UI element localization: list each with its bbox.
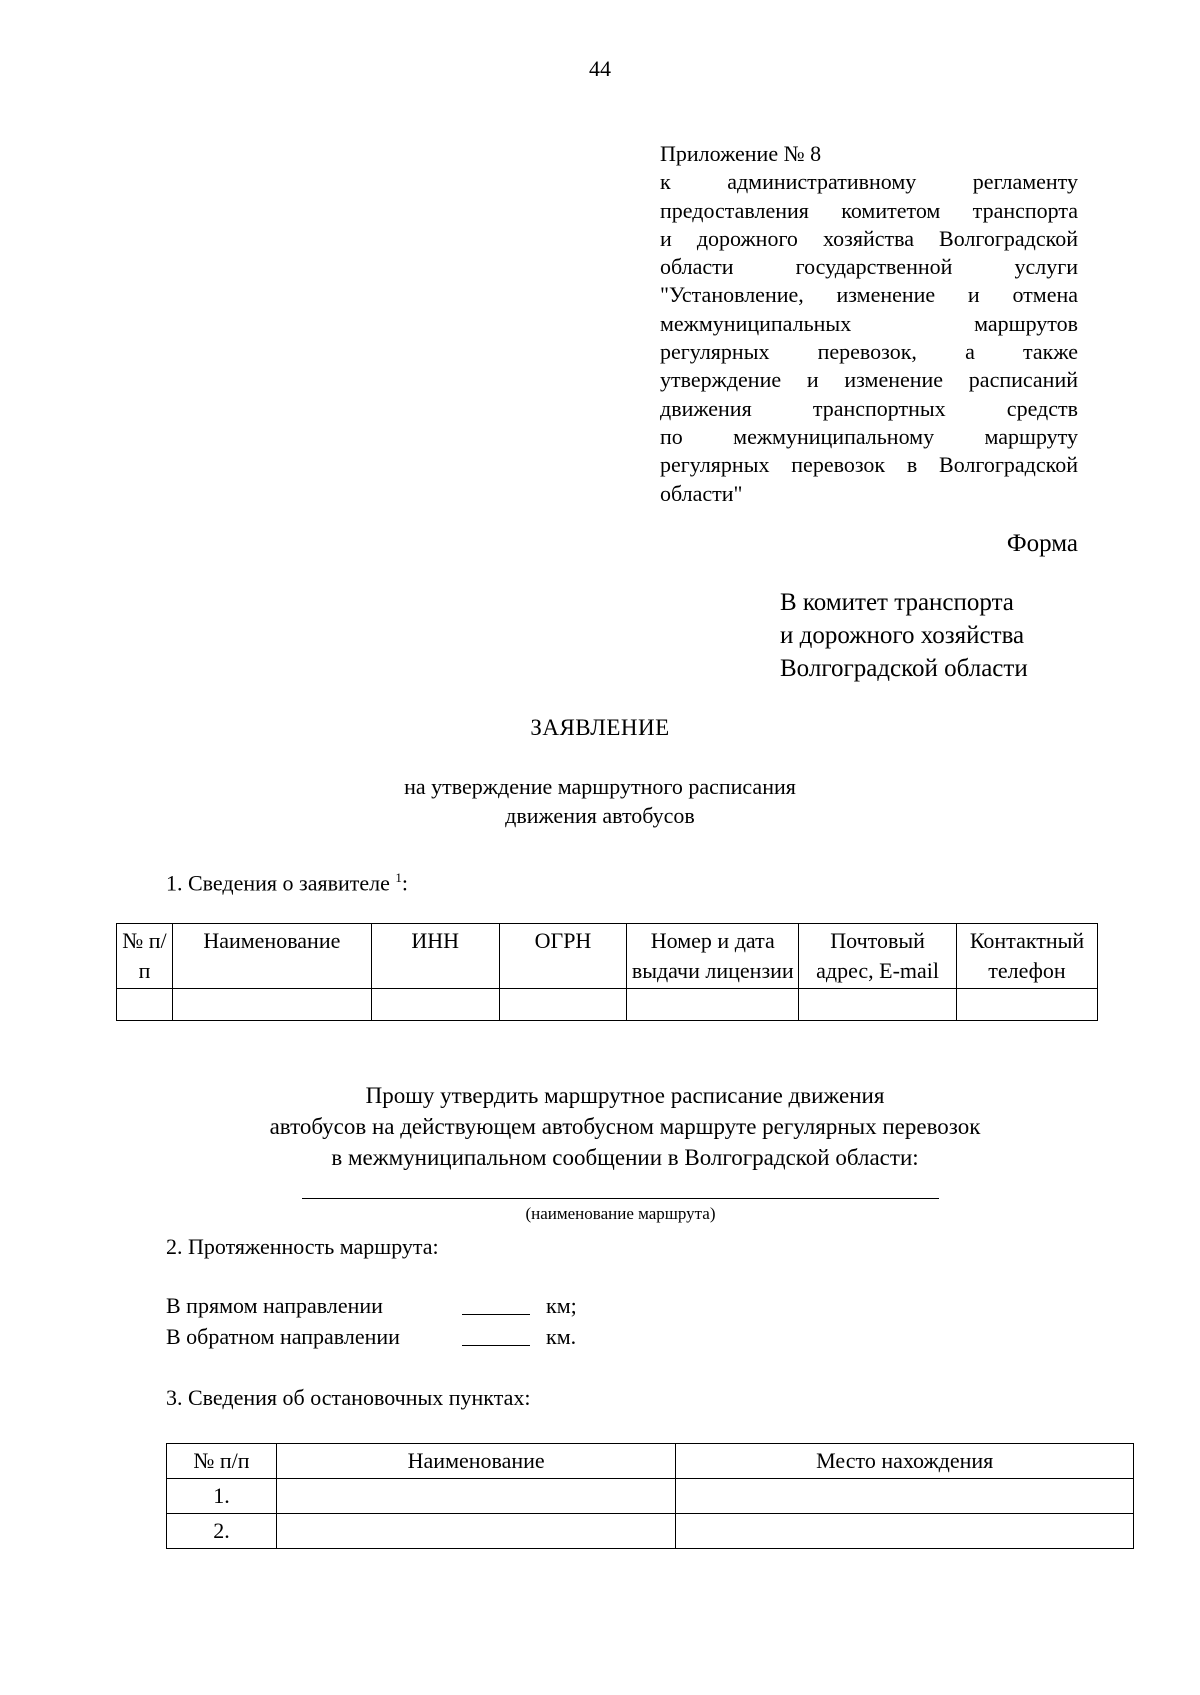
appendix-line: Приложение № 8	[660, 141, 822, 166]
appendix-line: по межмуниципальному маршруту	[660, 423, 1078, 449]
addressee-line: и дорожного хозяйства	[780, 622, 1025, 649]
header-cell: ОГРН	[499, 924, 627, 989]
header-cell: Почтовый адрес, E-mail	[799, 924, 957, 989]
section-colon: :	[401, 870, 409, 896]
route-name-blank[interactable]	[302, 1198, 939, 1199]
header-cell: Наименование	[172, 924, 371, 989]
table-cell[interactable]	[117, 989, 173, 1021]
table-cell[interactable]	[627, 989, 799, 1021]
request-line: автобусов на действующем автобусном маршруте регулярных перевозок	[269, 1114, 981, 1139]
table-row	[117, 989, 1098, 1021]
backward-direction-row	[166, 1321, 577, 1352]
form-label: Форма	[1006, 530, 1078, 557]
backward-length-unit: км.	[546, 1324, 577, 1349]
appendix-line: движения транспортных средств	[660, 395, 1078, 421]
appendix-line: "Установление, изменение и отмена	[660, 282, 1078, 308]
appendix-line: и дорожного хозяйства Волгоградской	[660, 225, 1078, 251]
header-cell: № п/п	[117, 924, 173, 989]
appendix-line: регулярных перевозок в Волгоградской	[660, 452, 1078, 478]
subtitle-line: движения автобусов	[505, 803, 695, 828]
table-cell[interactable]	[957, 989, 1098, 1021]
addressee	[780, 586, 1028, 685]
table-cell[interactable]	[276, 1514, 676, 1549]
addressee-line: Волгоградской области	[780, 655, 1028, 682]
appendix-line: предоставления комитетом транспорта	[660, 197, 1078, 223]
route-length-fields	[166, 1290, 577, 1352]
footnote-marker: 1	[395, 870, 402, 885]
section-stops-heading: 3. Сведения об остановочных пунктах:	[166, 1385, 531, 1410]
table-row	[167, 1514, 1134, 1549]
forward-direction-row	[166, 1290, 577, 1321]
table-row	[167, 1479, 1134, 1514]
header-cell: Место нахождения	[676, 1444, 1134, 1479]
row-number-cell: 1.	[167, 1479, 277, 1514]
appendix-line: области"	[660, 480, 743, 506]
appendix-line: к административному регламенту	[660, 169, 1078, 195]
table-cell[interactable]	[371, 989, 499, 1021]
table-cell[interactable]	[276, 1479, 676, 1514]
forward-length-blank[interactable]	[462, 1314, 530, 1315]
table-header-row	[167, 1444, 1134, 1479]
addressee-line: В комитет транспорта	[780, 589, 1014, 616]
document-subtitle	[0, 772, 1200, 830]
appendix-line: области государственной услуги	[660, 254, 1078, 280]
header-cell: Контактный телефон	[957, 924, 1098, 989]
route-name-caption: (наименование маршрута)	[525, 1204, 716, 1223]
header-cell: № п/п	[167, 1444, 277, 1479]
header-cell: ИНН	[371, 924, 499, 989]
appendix-line: утверждение и изменение расписаний	[660, 367, 1078, 393]
appendix-line: межмуниципальных маршрутов	[660, 310, 1078, 336]
table-cell[interactable]	[172, 989, 371, 1021]
backward-direction-label: В обратном направлении	[166, 1324, 400, 1349]
table-cell[interactable]	[499, 989, 627, 1021]
forward-length-unit: км;	[546, 1293, 577, 1318]
document-title: ЗАЯВЛЕНИЕ	[530, 715, 670, 740]
forward-direction-label: В прямом направлении	[166, 1293, 383, 1318]
page-number: 44	[589, 56, 611, 81]
table-cell[interactable]	[676, 1479, 1134, 1514]
stops-table	[166, 1443, 1134, 1549]
appendix-reference	[660, 140, 1078, 508]
section-route-length-heading: 2. Протяженность маршрута:	[166, 1234, 439, 1259]
table-header-row	[117, 924, 1098, 989]
row-number-cell: 2.	[167, 1514, 277, 1549]
subtitle-line: на утверждение маршрутного расписания	[404, 774, 796, 799]
request-line: в межмуниципальном сообщении в Волгоградской области:	[331, 1145, 919, 1170]
section-label: 1. Сведения о заявителе	[166, 870, 390, 896]
table-cell[interactable]	[676, 1514, 1134, 1549]
applicant-table	[116, 923, 1098, 1021]
backward-length-blank[interactable]	[462, 1345, 530, 1346]
request-line: Прошу утвердить маршрутное расписание движения	[365, 1083, 885, 1108]
request-text	[0, 1080, 1200, 1173]
header-cell: Номер и дата выдачи лицензии	[627, 924, 799, 989]
table-cell[interactable]	[799, 989, 957, 1021]
section-applicant-heading	[166, 870, 408, 896]
header-cell: Наименование	[276, 1444, 676, 1479]
appendix-line: регулярных перевозок, а также	[660, 339, 1078, 365]
